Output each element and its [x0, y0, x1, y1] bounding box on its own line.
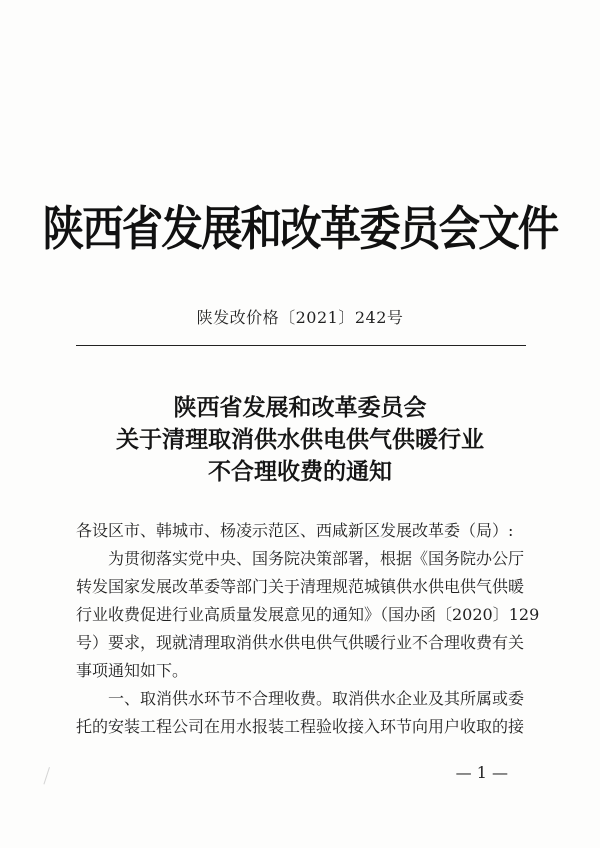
page-number: — 1 — — [455, 763, 508, 782]
document-subject — [0, 392, 600, 488]
salutation: 各设区市、韩城市、杨凌示范区、西咸新区发展改革委（局）: — [76, 521, 514, 540]
document-number: 陕发改价格〔2021〕242号 — [196, 308, 404, 327]
body-line: 为贯彻落实党中央、国务院决策部署，根据《国务院办公厅 — [108, 549, 525, 568]
body-line: 事项通知如下。 — [76, 661, 189, 680]
header-divider — [76, 345, 526, 346]
subject-line: 陕西省发展和改革委员会 — [173, 394, 427, 421]
section-1-line: 一、取消供水环节不合理收费。取消供水企业及其所属或委 — [108, 689, 525, 708]
section-1-line: 托的安装工程公司在用水报装工程验收接入环节向用户收取的接 — [76, 717, 525, 736]
issuing-authority-title: 陕西省发展和改革委员会文件 — [42, 202, 558, 257]
body-line: 转发国家发展改革委等部门关于清理规范城镇供水供电供气供暖 — [76, 577, 525, 596]
body-line: 号）要求，现就清理取消供水供电供气供暖行业不合理收费有关 — [76, 633, 525, 652]
subject-line: 关于清理取消供水供电供气供暖行业 — [116, 426, 484, 453]
body-line: 行业收费促进行业高质量发展意见的通知》（国办函〔2020〕129 — [76, 605, 540, 624]
subject-line: 不合理收费的通知 — [208, 458, 392, 485]
scan-mark — [43, 767, 57, 787]
document-body — [76, 517, 546, 741]
